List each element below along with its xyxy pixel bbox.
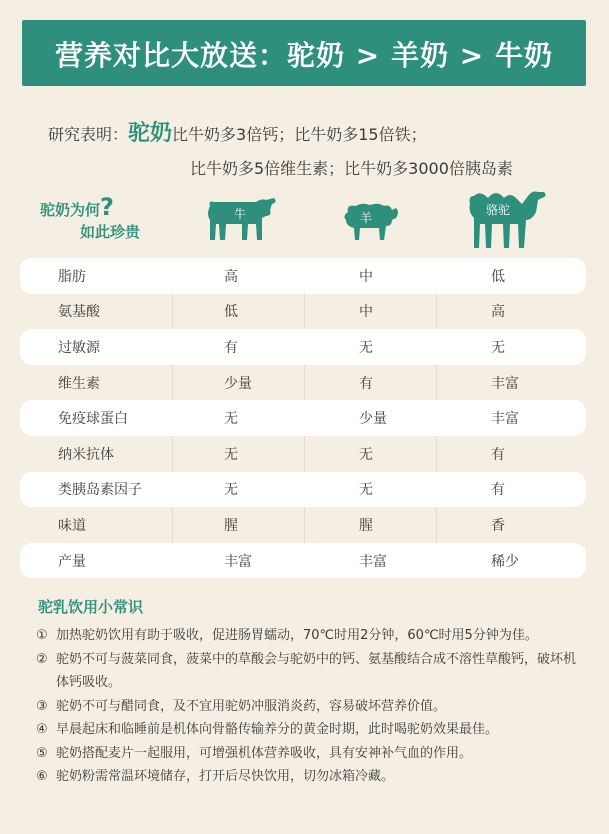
cow-value: 少量 [224,375,252,392]
row-label: 脂肪 [58,268,86,285]
question-mark: ? [100,193,114,221]
camel-value: 香 [491,517,505,534]
tip-text: 驼奶搭配麦片一起服用，可增强机体营养吸收，具有安神补气血的作用。 [56,745,473,761]
cow-icon [204,194,278,246]
table-row [20,543,586,579]
cow-value: 无 [224,411,238,428]
sheep-icon [340,200,400,244]
sheep-value: 丰富 [359,553,387,570]
camel-value: 无 [491,339,505,356]
intro-line-1 [48,116,427,147]
table-row [20,365,586,401]
row-label: 纳米抗体 [58,446,114,463]
cow-value: 丰富 [224,553,252,570]
sheep-value: 中 [359,304,373,321]
why-heading [40,193,141,243]
row-label: 过敏源 [58,339,100,356]
sheep-value: 无 [359,446,373,463]
camel-value: 有 [491,482,505,499]
page-title: 营养对比大放送：驼奶 > 羊奶 > 牛奶 [55,39,553,72]
why-line-2: 如此珍贵 [80,223,141,241]
cow-value: 低 [224,304,238,321]
list-item [36,624,581,648]
intro-highlight: 驼奶 [128,121,173,146]
row-label: 免疫球蛋白 [58,411,128,428]
tips-list [36,624,581,789]
tip-text: 加热驼奶饮用有助于吸收，促进肠胃蠕动，70℃时用2分钟，60℃时用5分钟为佳。 [56,628,538,643]
sheep-value: 无 [359,482,373,499]
intro-prefix: 研究表明： [48,125,129,144]
tip-number: ③ [36,698,48,714]
table-row [20,472,586,508]
intro-line1-rest: 比牛奶多3倍钙；比牛奶多15倍铁； [172,125,427,144]
row-label: 维生素 [58,375,100,392]
table-row [20,507,586,543]
header-bar [22,20,586,86]
list-item [36,765,581,789]
cow-value: 无 [224,482,238,499]
cow-value: 有 [224,339,238,356]
camel-value: 丰富 [491,411,519,428]
tip-text: 驼奶粉需常温环境储存，打开后尽快饮用，切勿冰箱冷藏。 [56,769,395,784]
table-row [20,258,586,294]
tip-text: 早晨起床和临睡前是机体向骨骼传输养分的黄金时期，此时喝驼奶效果最佳。 [56,722,499,737]
list-item [36,718,581,742]
sheep-label: 羊 [360,211,373,225]
camel-value: 有 [491,446,505,463]
tip-number: ⑥ [36,769,48,784]
table-row [20,436,586,472]
list-item [36,695,581,719]
cow-value: 无 [224,446,238,463]
why-line-1: 驼奶为何 [40,201,101,219]
sheep-value: 无 [359,339,373,356]
tip-number: ① [36,628,48,643]
tips-title: 驼乳饮用小常识 [38,598,144,616]
sheep-value: 少量 [359,411,387,428]
camel-label: 骆驼 [486,203,511,217]
camel-value: 丰富 [491,375,519,392]
list-item [36,742,581,766]
comparison-table [20,258,586,578]
sheep-value: 中 [359,268,373,285]
table-row [20,329,586,365]
list-item [36,648,581,695]
camel-value: 低 [491,268,505,285]
row-label: 味道 [58,517,86,534]
camel-value: 高 [491,304,505,321]
table-row [20,400,586,436]
table-row [20,294,586,330]
header-banner [0,0,609,94]
tip-text: 驼奶不可与醋同食，及不宜用驼奶冲服消炎药，容易破坏营养价值。 [56,698,447,714]
cow-label: 牛 [234,207,247,221]
camel-icon [466,186,550,252]
row-label: 类胰岛素因子 [58,482,142,499]
cow-value: 高 [224,268,238,285]
sheep-value: 腥 [359,517,373,534]
sheep-value: 有 [359,375,373,392]
tip-number: ② [36,651,48,667]
cow-value: 腥 [224,517,238,534]
tip-text: 驼奶不可与菠菜同食，菠菜中的草酸会与驼奶中的钙、氨基酸结合成不溶性草酸钙，破坏机体钙吸收。 [56,651,577,690]
tip-number: ④ [36,722,48,737]
tip-number: ⑤ [36,745,48,761]
row-label: 产量 [58,553,86,570]
row-label: 氨基酸 [58,304,100,321]
camel-value: 稀少 [491,553,519,570]
intro-line-2: 比牛奶多5倍维生素；比牛奶多3000倍胰岛素 [190,159,513,178]
